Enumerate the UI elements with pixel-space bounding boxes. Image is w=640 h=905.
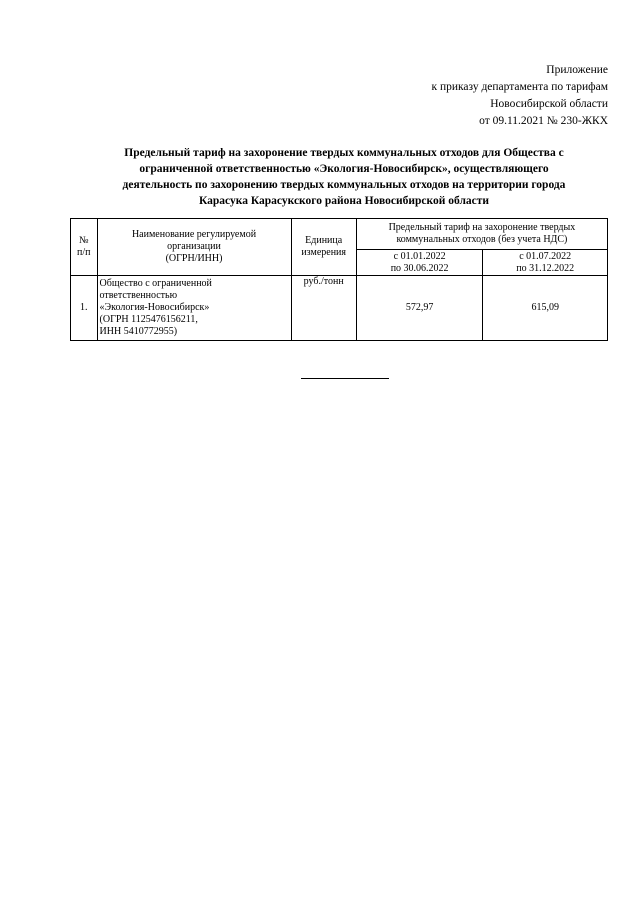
header-tariff-line-1: Предельный тариф на захоронение твердых xyxy=(388,222,576,233)
table-header-row xyxy=(71,219,608,250)
title-line-4: Карасука Карасукского района Новосибирской области xyxy=(198,195,490,207)
header-number-sign: № xyxy=(78,235,89,246)
header-period-1 xyxy=(356,250,483,276)
header-period-1-start: с 01.01.2022 xyxy=(393,250,446,262)
title-line-2: ограниченной ответственностью «Экология-Новосибирск», осуществляющего xyxy=(139,163,549,175)
header-unit-line-1: Единица xyxy=(305,235,343,246)
header-tariff xyxy=(356,219,607,250)
header-period-2-start: с 01.07.2022 xyxy=(519,250,572,262)
appendix-label: Приложение xyxy=(546,64,608,76)
header-organization xyxy=(97,219,291,276)
organization-inn: ИНН 5410772955) xyxy=(99,326,178,337)
tariff-value-period-2: 615,09 xyxy=(483,276,608,341)
organization-ogrn: (ОГРН 1125476156211, xyxy=(99,314,198,325)
header-period-2 xyxy=(483,250,608,276)
header-period-1-end: по 30.06.2022 xyxy=(390,262,449,274)
appendix-block xyxy=(431,62,608,130)
organization-name-line: ответственностью xyxy=(99,290,178,301)
end-divider xyxy=(301,378,389,379)
organization-name-line: Общество с ограниченной xyxy=(99,278,212,289)
title-line-3: деятельность по захоронению твердых коммунальных отходов на территории города xyxy=(122,179,566,191)
header-organization-line-2: организации xyxy=(167,241,221,252)
header-number-pp: п/п xyxy=(77,247,91,258)
row-number: 1. xyxy=(71,276,98,341)
tariff-table xyxy=(70,218,608,341)
document-title xyxy=(80,145,608,209)
unit-of-measure: руб./тонн xyxy=(291,276,356,341)
title-line-1: Предельный тариф на захоронение твердых коммунальных отходов для Общества с xyxy=(124,147,564,159)
table-row xyxy=(71,276,608,341)
header-number xyxy=(71,219,98,276)
header-organization-line-3: (ОГРН/ИНН) xyxy=(165,253,223,264)
appendix-region: Новосибирской области xyxy=(490,98,608,110)
appendix-order-date: от 09.11.2021 № 230-ЖКХ xyxy=(479,115,608,127)
organization-name xyxy=(97,276,291,341)
header-unit-line-2: измерения xyxy=(301,247,346,258)
appendix-order-ref: к приказу департамента по тарифам xyxy=(431,81,608,93)
header-tariff-line-2: коммунальных отходов (без учета НДС) xyxy=(396,234,568,245)
header-unit xyxy=(291,219,356,276)
header-organization-line-1: Наименование регулируемой xyxy=(131,229,257,240)
header-period-2-end: по 31.12.2022 xyxy=(516,262,575,274)
tariff-value-period-1: 572,97 xyxy=(356,276,483,341)
organization-name-line: «Экология-Новосибирск» xyxy=(99,302,210,313)
